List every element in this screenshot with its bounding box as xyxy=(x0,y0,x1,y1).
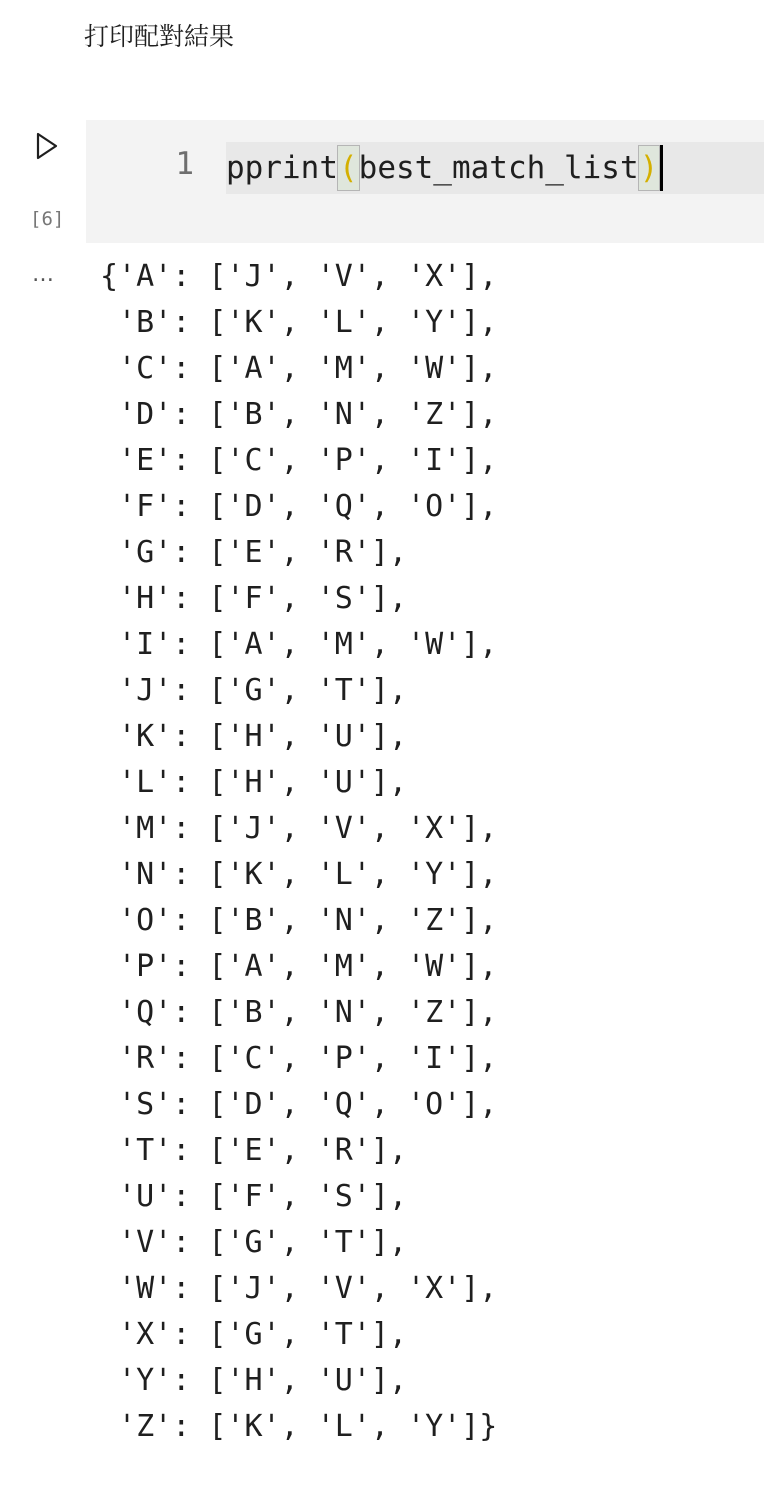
text-cursor xyxy=(660,145,663,191)
markdown-cell-text: 打印配對結果 xyxy=(84,22,235,51)
code-line-text[interactable] xyxy=(226,144,663,192)
output-line: 'F': ['D', 'Q', 'O'], xyxy=(100,489,498,524)
close-paren: ) xyxy=(639,146,660,190)
cell-output xyxy=(100,254,497,1450)
output-line: {'A': ['J', 'V', 'X'], xyxy=(100,259,498,294)
output-menu-ellipsis[interactable]: … xyxy=(32,262,55,287)
output-line: 'H': ['F', 'S'], xyxy=(100,581,408,616)
output-line: 'V': ['G', 'T'], xyxy=(100,1225,408,1260)
output-line: 'I': ['A', 'M', 'W'], xyxy=(100,627,498,662)
output-line: 'G': ['E', 'R'], xyxy=(100,535,408,570)
output-line: 'W': ['J', 'V', 'X'], xyxy=(100,1271,498,1306)
output-line: 'S': ['D', 'Q', 'O'], xyxy=(100,1087,498,1122)
output-line: 'R': ['C', 'P', 'I'], xyxy=(100,1041,498,1076)
output-line: 'C': ['A', 'M', 'W'], xyxy=(100,351,498,386)
output-line: 'U': ['F', 'S'], xyxy=(100,1179,408,1214)
output-line: 'D': ['B', 'N', 'Z'], xyxy=(100,397,498,432)
output-line: 'K': ['H', 'U'], xyxy=(100,719,408,754)
output-line: 'Y': ['H', 'U'], xyxy=(100,1363,408,1398)
open-paren: ( xyxy=(338,146,359,190)
output-line: 'T': ['E', 'R'], xyxy=(100,1133,408,1168)
code-argument: best_match_list xyxy=(358,150,639,186)
line-number: 1 xyxy=(175,146,194,182)
output-line: 'Z': ['K', 'L', 'Y']} xyxy=(100,1409,498,1444)
output-line: 'J': ['G', 'T'], xyxy=(100,673,408,708)
output-line: 'E': ['C', 'P', 'I'], xyxy=(100,443,498,478)
output-line: 'B': ['K', 'L', 'Y'], xyxy=(100,305,498,340)
output-line: 'M': ['J', 'V', 'X'], xyxy=(100,811,498,846)
output-line: 'L': ['H', 'U'], xyxy=(100,765,408,800)
execution-count: [6] xyxy=(30,208,65,230)
output-line: 'X': ['G', 'T'], xyxy=(100,1317,408,1352)
output-line: 'P': ['A', 'M', 'W'], xyxy=(100,949,498,984)
code-function-name: pprint xyxy=(226,150,338,186)
run-cell-button[interactable] xyxy=(34,131,64,165)
output-line: 'Q': ['B', 'N', 'Z'], xyxy=(100,995,498,1030)
output-line: 'O': ['B', 'N', 'Z'], xyxy=(100,903,498,938)
output-line: 'N': ['K', 'L', 'Y'], xyxy=(100,857,498,892)
play-icon xyxy=(34,131,60,161)
